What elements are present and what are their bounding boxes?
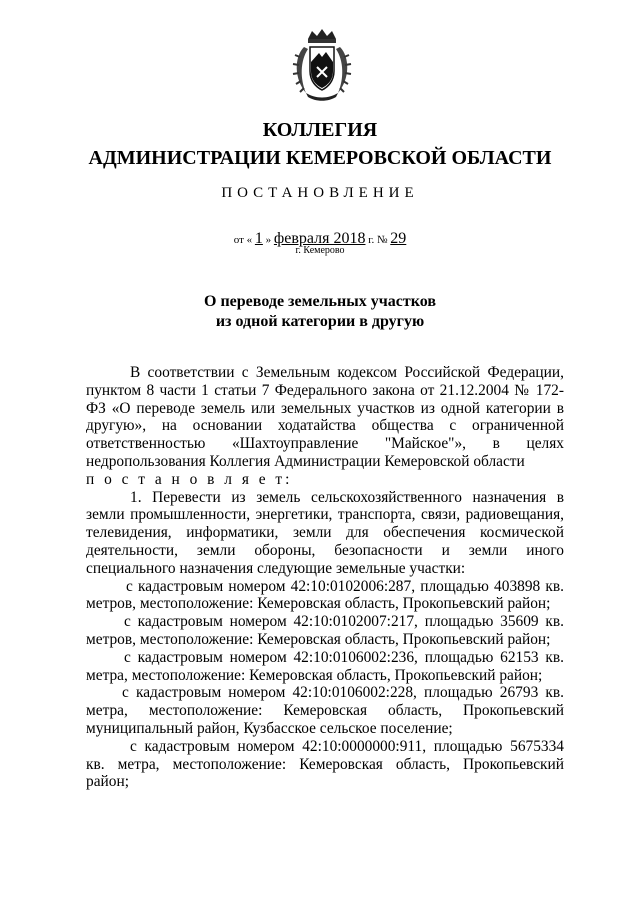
date-mid: » <box>265 234 272 246</box>
item-1-paragraph: 1. Перевести из земель сельскохозяйственного назначения в земли промышленности, энергетики, транспорта, связи, радиовещания, телевидения, информатики, земли для обеспечения космической деятельности, земли обороны, безопасности и земли иного специального назначения следующие земельные участки: <box>86 488 564 577</box>
document-body <box>86 364 564 791</box>
plot-paragraph-2: с кадастровым номером 42:10:0102007:217, площадью 35609 кв. метров, местоположение: Кемеровская область, Прокопьевский район; <box>86 613 564 648</box>
date-year-suffix: г. <box>368 234 375 246</box>
date-month-year: февраля 2018 <box>273 230 366 247</box>
city: г. Кемерово <box>295 245 345 256</box>
coat-of-arms-emblem <box>290 27 354 105</box>
organization-name-line1: КОЛЛЕГИЯ <box>262 119 378 141</box>
plot-paragraph-1: с кадастровым номером 42:10:0102006:287, площадью 403898 кв. метров, местоположение: Кемеровская область, Прокопьевский район; <box>86 577 564 613</box>
date-prefix: от « <box>233 234 253 246</box>
plot-paragraph-5: с кадастровым номером 42:10:0000000:911, площадью 5675334 кв. метра, местоположение: Кемеровская область, Прокопьевский район; <box>86 737 564 791</box>
document-title-line2: из одной категории в другую <box>215 313 425 330</box>
plot-paragraph-3: с кадастровым номером 42:10:0106002:236, площадью 62153 кв. метра, местоположение: Кемеровская область, Прокопьевский район; <box>86 648 564 684</box>
plot-paragraph-4: с кадастровым номером 42:10:0106002:228, площадью 26793 кв. метра, местоположение: Кемеровская область, Прокопьевский муниципальный район, Кузбасское сельское поселение; <box>86 684 564 737</box>
date-day: 1 <box>254 230 263 247</box>
number-sign: № <box>377 234 388 246</box>
document-title-line1: О переводе земельных участков <box>204 293 436 310</box>
preamble-paragraph: В соответствии с Земельным кодексом Российской Федерации, пунктом 8 части 1 статьи 7 Федерального закона от 21.12.2004 № 172-ФЗ «О переводе земель или земельных участков из одной категории в другую», на основании ходатайства общества с ограниченной ответственностью «Шахтоуправление "Майское"», в целях недропользования Коллегия Администрации Кемеровской области <box>86 364 564 470</box>
organization-name-line2: АДМИНИСТРАЦИИ КЕМЕРОВСКОЙ ОБЛАСТИ <box>88 147 552 169</box>
document-type: ПОСТАНОВЛЕНИЕ <box>221 185 419 201</box>
resolves-word: п о с т а н о в л я е т: <box>86 470 293 488</box>
document-number: 29 <box>390 230 407 247</box>
